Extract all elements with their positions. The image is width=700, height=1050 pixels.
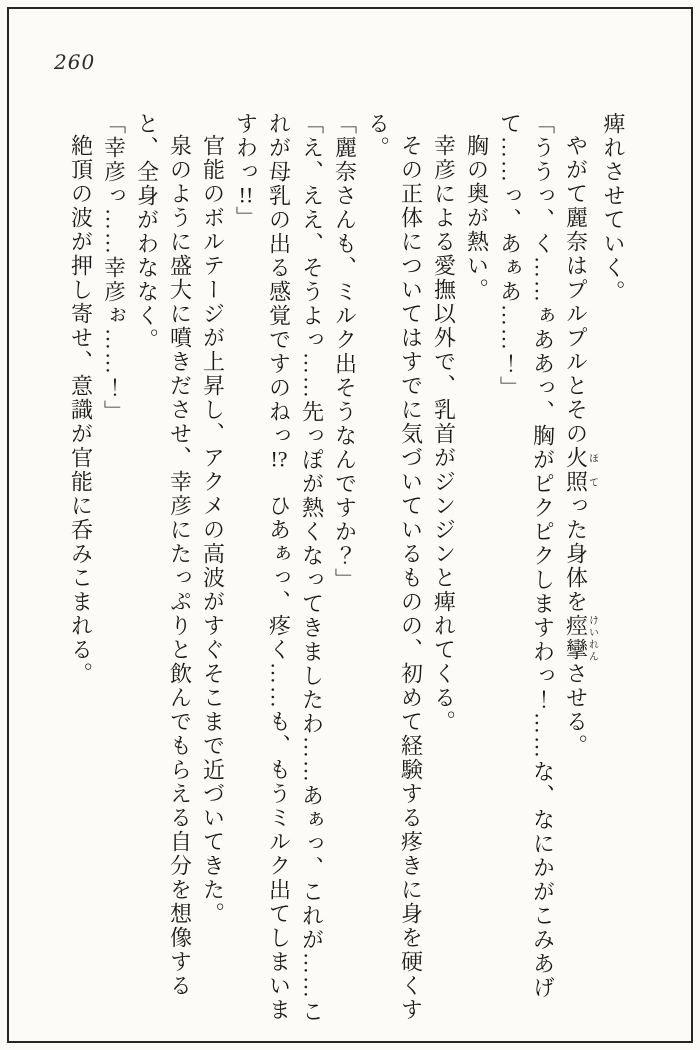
paragraph: 「幸彦っ……幸彦ぉ……！」 (101, 112, 127, 424)
vertical-text-block (65, 112, 631, 1038)
paragraph: 絶頂の波が押し寄せ、意識が官能に呑みこまれる。 (68, 134, 94, 686)
paragraph: 幸彦による愛撫以外で、乳首がジンジンと痺れてくる。 (431, 134, 457, 734)
tate-chu-yoko-mark: !? (270, 448, 288, 470)
paragraph: 官能のボルテージが上昇し、アクメの高波がすぐそこまで近づいてきた。 (200, 134, 226, 926)
tate-chu-yoko-mark: !! (238, 184, 254, 206)
paragraph: 泉のように盛大に噴きださせ、幸彦にたっぷりと飲んでもらえる自分を想像すると、全身がわななく。 (134, 112, 193, 998)
ruby-annotated-word: 痙攣けいれん (563, 614, 598, 662)
paragraph: 「ううっ、く……ぁああっ、胸がピクピクしますわっ！……な、なにかがこみあげて……っ、あぁあ……！」 (497, 112, 556, 1000)
paragraph: 「麗奈さんも、ミルク出そうなんですか？」 (332, 112, 358, 592)
paragraph: 胸の奥が熱い。 (464, 134, 490, 302)
paragraph: その正体についてはすでに気づいているものの、初めて経験する疼きに身を硬くする。 (365, 112, 424, 1022)
page-number: 260 (54, 50, 96, 74)
paragraph: 痺れさせていく。 (601, 112, 626, 304)
paragraph: やがて麗奈はプルプルとその火照ほてった身体を痙攣けいれんさせる。 (563, 134, 598, 758)
paragraph: 「え、ええ、そうよっ……先っぽが熱くなってきましたわ……あぁっ、これが……これが母乳の出る感覚ですのねっ!? ひあぁっ、疼く……も、もうミルク出てしまいますわっ!!」 (233, 112, 325, 1024)
ruby-annotated-word: 火照ほて (563, 446, 598, 494)
